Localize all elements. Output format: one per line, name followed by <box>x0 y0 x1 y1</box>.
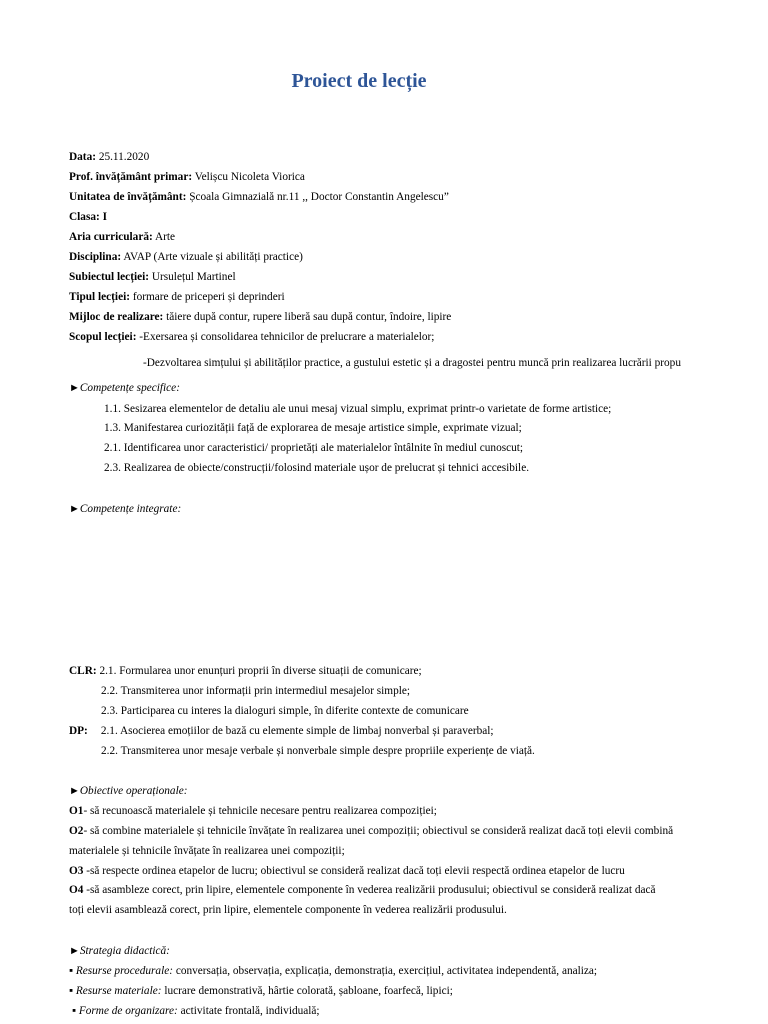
teacher-line <box>69 170 305 184</box>
page-title: Proiect de lecție <box>291 70 427 92</box>
objective-o1-label: O1 <box>69 805 84 817</box>
objective-o2-text: - să combine materialele și tehnicile învățate în realizarea unei compoziții; obiectivul se consideră realizat dacă toți elevii combină <box>83 825 674 837</box>
objective-o1-text: - să recunoască materialele și tehnicile necesare pentru realizarea compoziției; <box>83 805 437 817</box>
square-bullet-icon: ▪ <box>69 985 74 997</box>
clr-label: CLR: <box>69 665 97 677</box>
means-label: Mijloc de realizare: <box>69 311 164 323</box>
objectives-title: Obiective operaționale: <box>79 785 188 797</box>
strategy-item-label: Forme de organizare: <box>78 1005 178 1017</box>
class-line <box>69 210 107 224</box>
school-line <box>69 190 449 204</box>
objective-o3-label: O3 <box>69 865 84 877</box>
strategy-item-text: activitate frontală, individuală; <box>177 1005 320 1017</box>
class-label: Clasa: <box>69 211 100 223</box>
specific-competences-title: Competențe specifice: <box>79 382 180 394</box>
bullet-arrow-icon: ► <box>69 785 80 797</box>
strategy-item-label: Resurse procedurale: <box>75 965 173 977</box>
curricular-area-value: Arte <box>154 231 176 243</box>
square-bullet-icon: ▪ <box>72 1005 77 1017</box>
specific-competence-item: 2.3. Realizarea de obiecte/construcții/folosind materiale ușor de prelucrat și tehnici accesibile. <box>104 462 530 474</box>
strategy-title: Strategia didactică: <box>79 945 170 957</box>
specific-competence-item: 2.1. Identificarea unor caracteristici/ proprietăți ale materialelor întâlnite în mediul cunoscut; <box>104 442 524 454</box>
lesson-type-label: Tipul lecției: <box>69 291 130 303</box>
means-value: tăiere după contur, rupere liberă sau după contur, îndoire, lipire <box>166 311 452 323</box>
specific-competence-item: 1.1. Sesizarea elementelor de detaliu ale unui mesaj vizual simplu, exprimat printr-o varietate de forme artistice; <box>104 403 612 415</box>
strategy-item <box>72 1004 320 1018</box>
date-line <box>69 150 149 164</box>
subject-value: Ursulețul Martinel <box>151 271 236 283</box>
lesson-type-line <box>69 290 285 304</box>
school-value: Școala Gimnazială nr.11 ,, Doctor Constantin Angelescu” <box>189 191 449 203</box>
strategy-item-text: lucrare demonstrativă, hârtie colorată, șabloane, foarfecă, lipici; <box>161 985 453 997</box>
specific-competence-item: 1.3. Manifestarea curiozității față de explorarea de mesaje artistice simple, exprimate vizual; <box>104 422 522 434</box>
discipline-line <box>69 250 303 264</box>
teacher-label: Prof. învățământ primar: <box>69 171 193 183</box>
dp-item: 2.2. Transmiterea unor mesaje verbale și nonverbale simple despre propriile experiențe de viață. <box>101 745 535 757</box>
objective-o4-text: -să asambleze corect, prin lipire, elementele componente în vederea realizării produsului; obiectivul se consideră realizat dacă <box>83 884 656 896</box>
integrated-competences-title: Competențe integrate: <box>79 503 182 515</box>
clr-item: 2.3. Participarea cu interes la dialoguri simple, în diferite contexte de comunicare <box>101 705 469 717</box>
objective-o4 <box>69 883 656 897</box>
subject-line <box>69 270 236 284</box>
clr-item: 2.1. Formularea unor enunțuri proprii în diverse situații de comunicare; <box>99 665 422 677</box>
objective-o1 <box>69 804 437 818</box>
date-value: 25.11.2020 <box>98 151 150 163</box>
objective-o2 <box>69 824 673 838</box>
integrated-competences-heading <box>69 502 181 516</box>
bullet-arrow-icon: ► <box>69 382 80 394</box>
purpose-value: -Exersarea și consolidarea tehnicilor de prelucrare a materialelor; <box>139 331 435 343</box>
strategy-item <box>69 984 453 998</box>
curricular-area-label: Aria curriculară: <box>69 231 153 243</box>
class-value: I <box>102 211 107 223</box>
strategy-item-label: Resurse materiale: <box>75 985 162 997</box>
purpose-label: Scopul lecției: <box>69 331 137 343</box>
discipline-label: Disciplina: <box>69 251 122 263</box>
objective-o4-label: O4 <box>69 884 84 896</box>
dp-line <box>69 724 494 738</box>
dp-label: DP: <box>69 725 88 737</box>
date-label: Data: <box>69 151 96 163</box>
bullet-arrow-icon: ► <box>69 503 80 515</box>
specific-competences-heading <box>69 381 180 395</box>
subject-label: Subiectul lecției: <box>69 271 150 283</box>
objective-o4-continued: toți elevii asamblează corect, prin lipire, elementele componente în vederea realizării produsului. <box>69 904 507 916</box>
objective-o3-text: -să respecte ordinea etapelor de lucru; obiectivul se consideră realizat dacă toți elevii respectă ordinea etapelor de lucru <box>83 865 625 877</box>
discipline-value: AVAP (Arte vizuale și abilități practice) <box>123 251 303 263</box>
purpose-line-2: -Dezvoltarea simțului și abilităților practice, a gustului estetic și a dragostei pentru muncă prin realizarea lucrării propu <box>143 357 681 369</box>
objective-o3 <box>69 864 625 878</box>
teacher-value: Velișcu Nicoleta Viorica <box>194 171 305 183</box>
strategy-item-text: conversația, observația, explicația, demonstrația, exercițiul, activitatea independentă, analiza; <box>173 965 598 977</box>
clr-line <box>69 664 422 678</box>
strategy-heading <box>69 944 170 958</box>
objectives-heading <box>69 784 188 798</box>
means-line <box>69 310 451 324</box>
strategy-item <box>69 964 597 978</box>
purpose-line <box>69 330 434 344</box>
school-label: Unitatea de învățământ: <box>69 191 187 203</box>
bullet-arrow-icon: ► <box>69 945 80 957</box>
dp-item: 2.1. Asocierea emoțiilor de bază cu elemente simple de limbaj nonverbal și paraverbal; <box>100 725 494 737</box>
lesson-type-value: formare de priceperi și deprinderi <box>132 291 285 303</box>
square-bullet-icon: ▪ <box>69 965 74 977</box>
clr-item: 2.2. Transmiterea unor informații prin intermediul mesajelor simple; <box>101 685 411 697</box>
objective-o2-label: O2 <box>69 825 84 837</box>
curricular-area-line <box>69 230 175 244</box>
objective-o2-continued: materialele și tehnicile învățate în realizarea unei compoziții; <box>69 845 345 857</box>
